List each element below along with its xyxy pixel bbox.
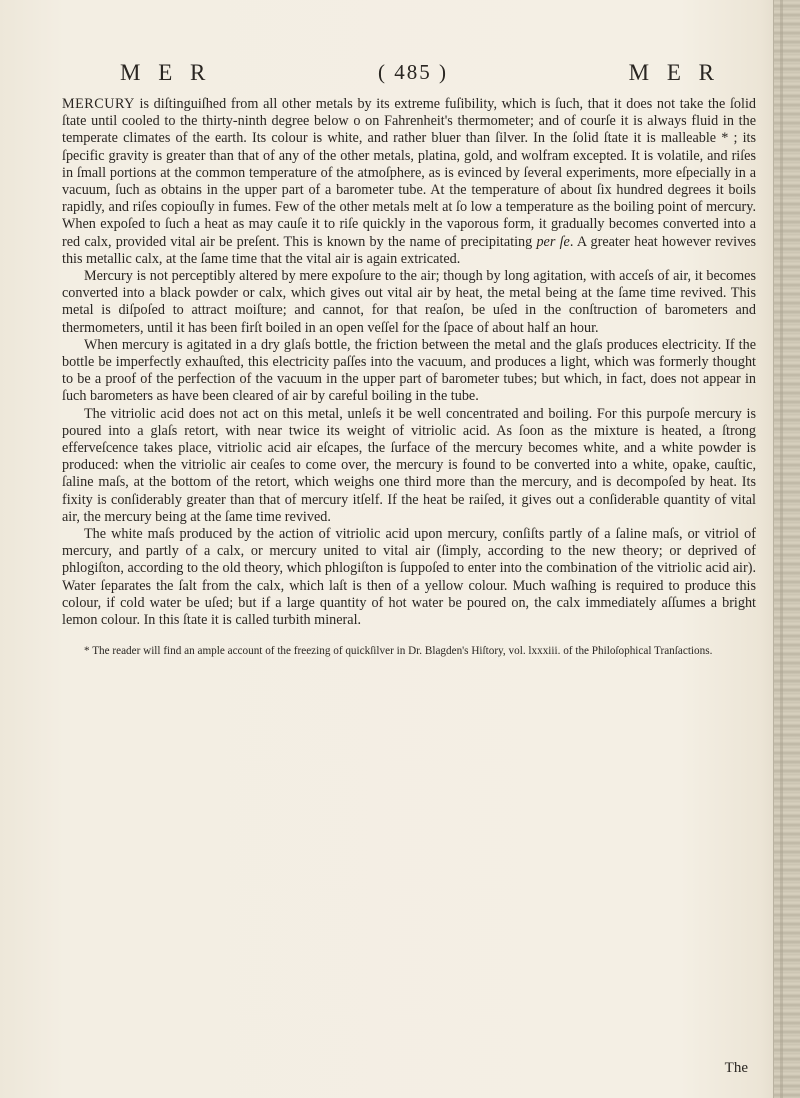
paragraph-1 (62, 96, 756, 268)
running-header (120, 48, 720, 88)
paragraph-4: The vitriolic acid does not act on this metal, unleſs it be well concentrated and boiling. For this purpoſe mercury is poured into a glaſs retort, with near twice its weight of vitriolic acid. As ſoon as the mixture is heated, a ſtrong efferveſcence takes place, vitriolic acid air eſcapes, the ſurface of the mercury becomes white, and a white powder is produced: when the vitriolic air ceaſes to come over, the mercury is found to be converted into a white, opake, cauſtic, ſaline maſs, at the bottom of the retort, which weighs one third more than the mercury, and is decompoſed by heat. Its fixity is conſiderably greater than that of mercury itſelf. If the heat be raiſed, it gives out a conſiderable quantity of vital air, the mercury being at the ſame time revived. (62, 405, 756, 525)
paragraph-2: Mercury is not perceptibly altered by mere expoſure to the air; though by long agitation, with acceſs of air, it becomes converted into a black powder or calx, which gives out vital air by heat, the metal being at the ſame time revived. This metal is diſpoſed to attract moiſture; and cannot, for that reaſon, be uſed in the conſtruction of barometers and thermometers, until it has been firſt boiled in an open veſſel for the ſpace of about half an hour. (62, 268, 756, 336)
page-binding-edge (773, 0, 800, 1098)
header-right: M E R (628, 60, 720, 85)
page-number: ( 485 ) (378, 60, 448, 84)
footnote: * The reader will find an ample account of the freezing of quickſilver in Dr. Blagden's Hiſtory, vol. lxxxiii. of the Philoſophical Tranſactions. (84, 645, 713, 658)
paragraph-1-tail: . A greater heat however revives this metallic calx, at the ſame time that the vital air is again extricated. (62, 233, 757, 267)
paragraph-1-text: is diſtinguiſhed from all other metals by its extreme fuſibility, which is ſuch, that it does not take the ſolid ſtate until cooled to the thirty-ninth degree below o on Fahrenheit's thermometer; and of courſe it is always fluid in the temperate climates of the earth. Its colour is white, and rather bluer than ſilver. In the ſolid ſtate it is malleable * ; its ſpecific gravity is greater than that of any of the other metals, platina, gold, and wolfram excepted. It is volatile, and riſes in ſmall portions at the common temperature of the atmoſphere, as is evinced by ſeveral experiments, more eſpecially in a vacuum, ſuch as obtains in the upper part of a barometer tube. At the temperature of about ſix hundred degrees it boils rapidly, and riſes copiouſly in fumes. Few of the other metals melt at ſo low a temperature as the boiling point of mercury. When expoſed to ſuch a heat as may cauſe it to riſe quickly in the vaporous form, it gradually becomes converted into a red calx, provided vital air be preſent. This is known by the name of precipitating (62, 96, 756, 250)
header-left: M E R (120, 60, 212, 85)
catchword: The (724, 1060, 748, 1076)
paragraph-1-italic: per ſe (536, 233, 570, 250)
paragraph-3: When mercury is agitated in a dry glaſs bottle, the friction between the metal and the glaſs produces electricity. If the bottle be imperfectly exhauſted, this electricity paſſes into the vacuum, and produces a light, which was formerly thought to be a proof of the perfection of the vacuum in the upper part of barometer tubes; but which, in fact, does not appear in ſuch barometers as have been cleared of air by careful boiling in the tube. (62, 336, 756, 405)
body-text (62, 96, 756, 659)
entry-headword: MERCURY (62, 96, 135, 112)
paragraph-5: The white maſs produced by the action of vitriolic acid upon mercury, conſiſts partly of a ſaline maſs, or vitriol of mercury, and partly of a calx, or mercury united to vital air (ſimply, according to the new theory; or deprived of phlogiſton, according to the old theory, which phlogiſton is ſuppoſed to enter into the combination of the vitriolic acid air). Water ſeparates the ſalt from the calx, which laſt is then of a yellow colour. Much waſhing is required to produce this colour, if cold water be uſed; but if a large quantity of hot water be poured on, the calx immediately aſſumes a bright lemon colour. In this ſtate it is called turbith mineral. (62, 526, 756, 629)
